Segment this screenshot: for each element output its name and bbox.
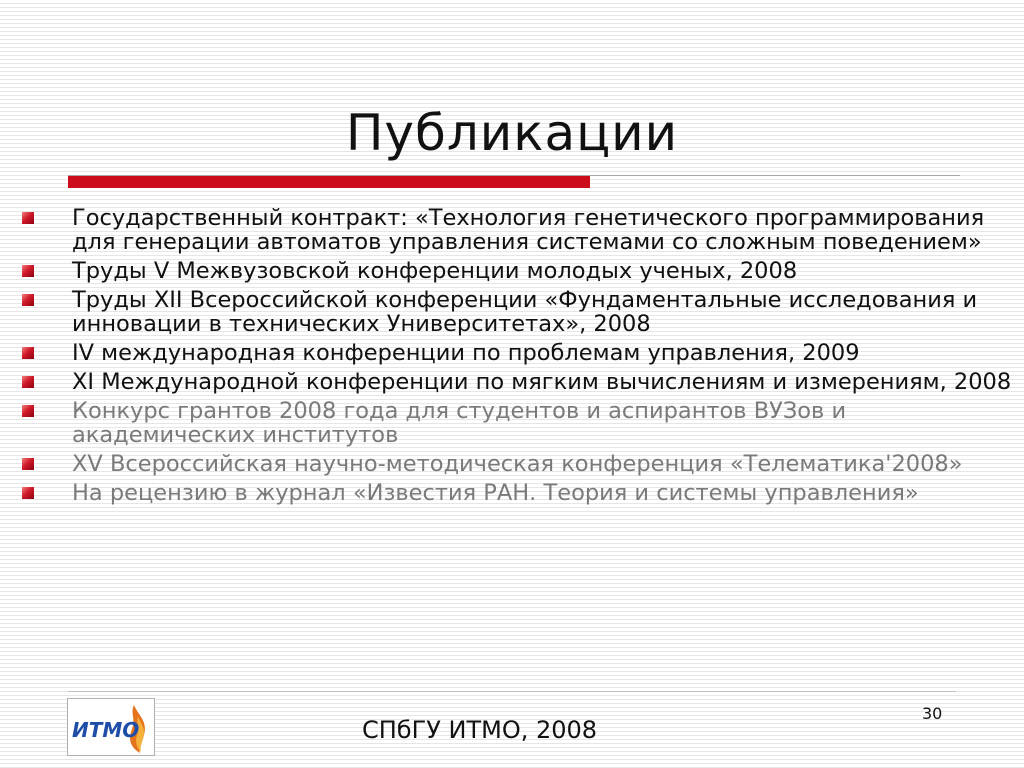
bullet-square-icon — [22, 487, 34, 499]
bullet-square-icon — [22, 458, 34, 470]
bullet-text: XI Международной конференции по мягким вычислениям и измерениям, 2008 — [72, 369, 1012, 395]
bullet-square-icon — [22, 212, 34, 224]
bullet-square-icon — [22, 376, 34, 388]
title-underline-red — [68, 176, 590, 188]
bullet-text: Государственный контракт: «Технология генетического программирования для генерации автоматов управления системами со сложным поведением» — [72, 205, 985, 255]
bullet-square-icon — [22, 405, 34, 417]
bullet-square-icon — [22, 265, 34, 277]
bullet-text: Труды XII Всероссийской конференции «Фундаментальные исследования и инновации в технических Университетах», 2008 — [72, 287, 978, 337]
bullet-item — [22, 259, 1012, 283]
bullet-text: Труды V Межвузовской конференции молодых ученых, 2008 — [72, 258, 798, 284]
bullet-text: XV Всероссийская научно-методическая конференция «Телематика'2008» — [72, 451, 963, 477]
logo-wordmark: ИТМО — [72, 718, 140, 742]
page-number: 30 — [922, 704, 943, 723]
bullet-list — [22, 206, 1012, 510]
bullet-item — [22, 481, 1012, 505]
bullet-square-icon — [22, 294, 34, 306]
bullet-text: IV международная конференции по проблемам управления, 2009 — [72, 340, 860, 366]
itmo-logo — [67, 698, 155, 756]
bullet-text: Конкурс грантов 2008 года для студентов и аспирантов ВУЗов и академических институтов — [72, 398, 847, 448]
bullet-item — [22, 370, 1012, 394]
bullet-item — [22, 452, 1012, 476]
footer-divider — [68, 691, 956, 692]
bullet-item — [22, 206, 1012, 254]
footer-caption: СПбГУ ИТМО, 2008 — [362, 716, 598, 744]
bullet-text: На рецензию в журнал «Известия РАН. Теория и системы управления» — [72, 480, 919, 506]
bullet-item — [22, 399, 1012, 447]
bullet-square-icon — [22, 347, 34, 359]
bullet-item — [22, 341, 1012, 365]
slide-title: Публикации — [345, 104, 679, 162]
bullet-item — [22, 288, 1012, 336]
